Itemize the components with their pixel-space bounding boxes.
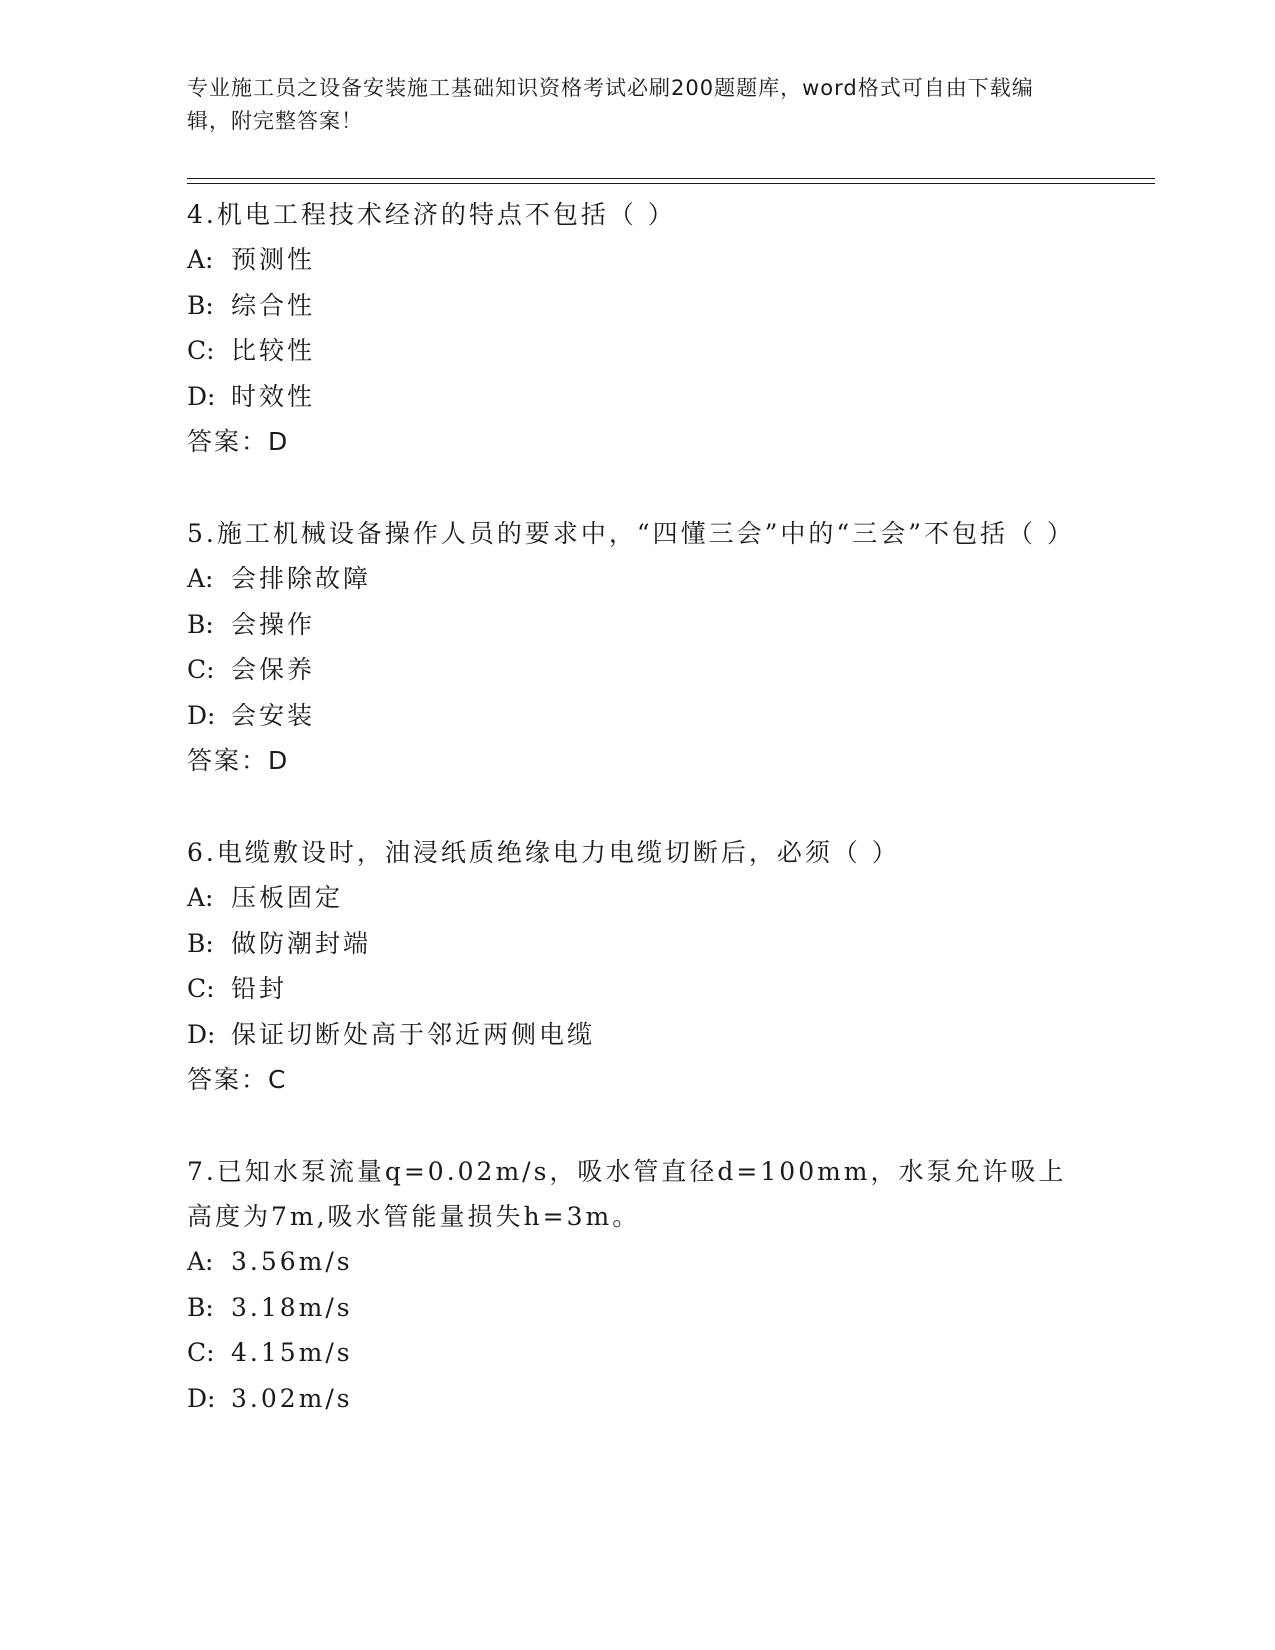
answer-line [187,419,1087,465]
option-a [187,1239,1087,1285]
option-letter: A: [187,883,214,912]
answer-label: 答案： [187,746,269,775]
option-letter: C: [187,336,215,365]
answer-value: D [268,427,290,456]
option-letter: B: [187,290,214,320]
option-letter: C: [187,1338,215,1367]
option-letter: D: [187,381,216,411]
question-5 [187,511,1087,784]
option-text: 会操作 [231,609,316,639]
option-d [187,1376,1087,1422]
option-text: 会保养 [231,655,316,684]
option-letter: A: [187,245,214,274]
question-text: 7.已知水泵流量q=0.02m/s，吸水管直径d=100mm，水泵允许吸上高度为7m,吸水管能量损失h=3m。 [187,1157,1067,1231]
option-a [187,875,1087,921]
answer-value: C [268,1065,288,1094]
option-c [187,647,1087,693]
header-divider-top [187,178,1155,179]
option-text: 铅封 [231,974,288,1003]
option-letter: A: [187,1247,214,1276]
option-letter: D: [187,700,216,730]
option-a [187,556,1087,602]
option-text: 会安装 [231,700,316,730]
option-letter: B: [187,928,214,958]
answer-label: 答案： [187,1065,269,1094]
option-text: 做防潮封端 [231,928,372,958]
option-text: 会排除故障 [231,564,372,593]
option-b [187,283,1087,329]
option-letter: A: [187,564,214,593]
option-d [187,693,1087,739]
option-b [187,602,1087,648]
option-text: 预测性 [231,245,316,274]
answer-value: D [268,746,290,775]
option-text: 压板固定 [231,883,344,912]
answer-label: 答案： [187,427,269,456]
option-text: 比较性 [231,336,316,365]
option-d [187,1012,1087,1058]
option-b [187,1285,1087,1331]
option-letter: C: [187,974,215,1003]
option-letter: B: [187,1292,214,1322]
document-header: 专业施工员之设备安装施工基础知识资格考试必刷200题题库，word格式可自由下载编辑，附完整答案！ [187,76,1034,133]
option-text: 时效性 [231,381,316,411]
option-letter: C: [187,655,215,684]
question-text: 6.电缆敷设时，油浸纸质绝缘电力电缆切断后，必须（ ） [187,838,900,867]
option-text: 3.02m/s [231,1383,353,1413]
option-text: 综合性 [231,290,316,320]
option-text: 保证切断处高于邻近两侧电缆 [231,1019,596,1049]
question-7 [187,1149,1087,1421]
question-6 [187,830,1087,1103]
option-letter: D: [187,1383,216,1413]
question-text: 5.施工机械设备操作人员的要求中，“四懂三会”中的“三会”不包括（ ） [187,519,1075,548]
option-letter: D: [187,1019,216,1049]
option-text: 3.18m/s [231,1292,353,1322]
option-c [187,966,1087,1012]
option-a [187,237,1087,283]
question-text: 4.机电工程技术经济的特点不包括（ ） [187,200,676,229]
question-4 [187,192,1087,465]
option-c [187,1330,1087,1376]
answer-line [187,738,1087,784]
option-c [187,328,1087,374]
option-b [187,921,1087,967]
question-list [187,192,1087,1467]
option-letter: B: [187,609,214,639]
header-divider-bottom [187,183,1155,184]
answer-line [187,1057,1087,1103]
option-text: 3.56m/s [231,1247,353,1276]
option-text: 4.15m/s [231,1338,353,1367]
option-d [187,374,1087,420]
